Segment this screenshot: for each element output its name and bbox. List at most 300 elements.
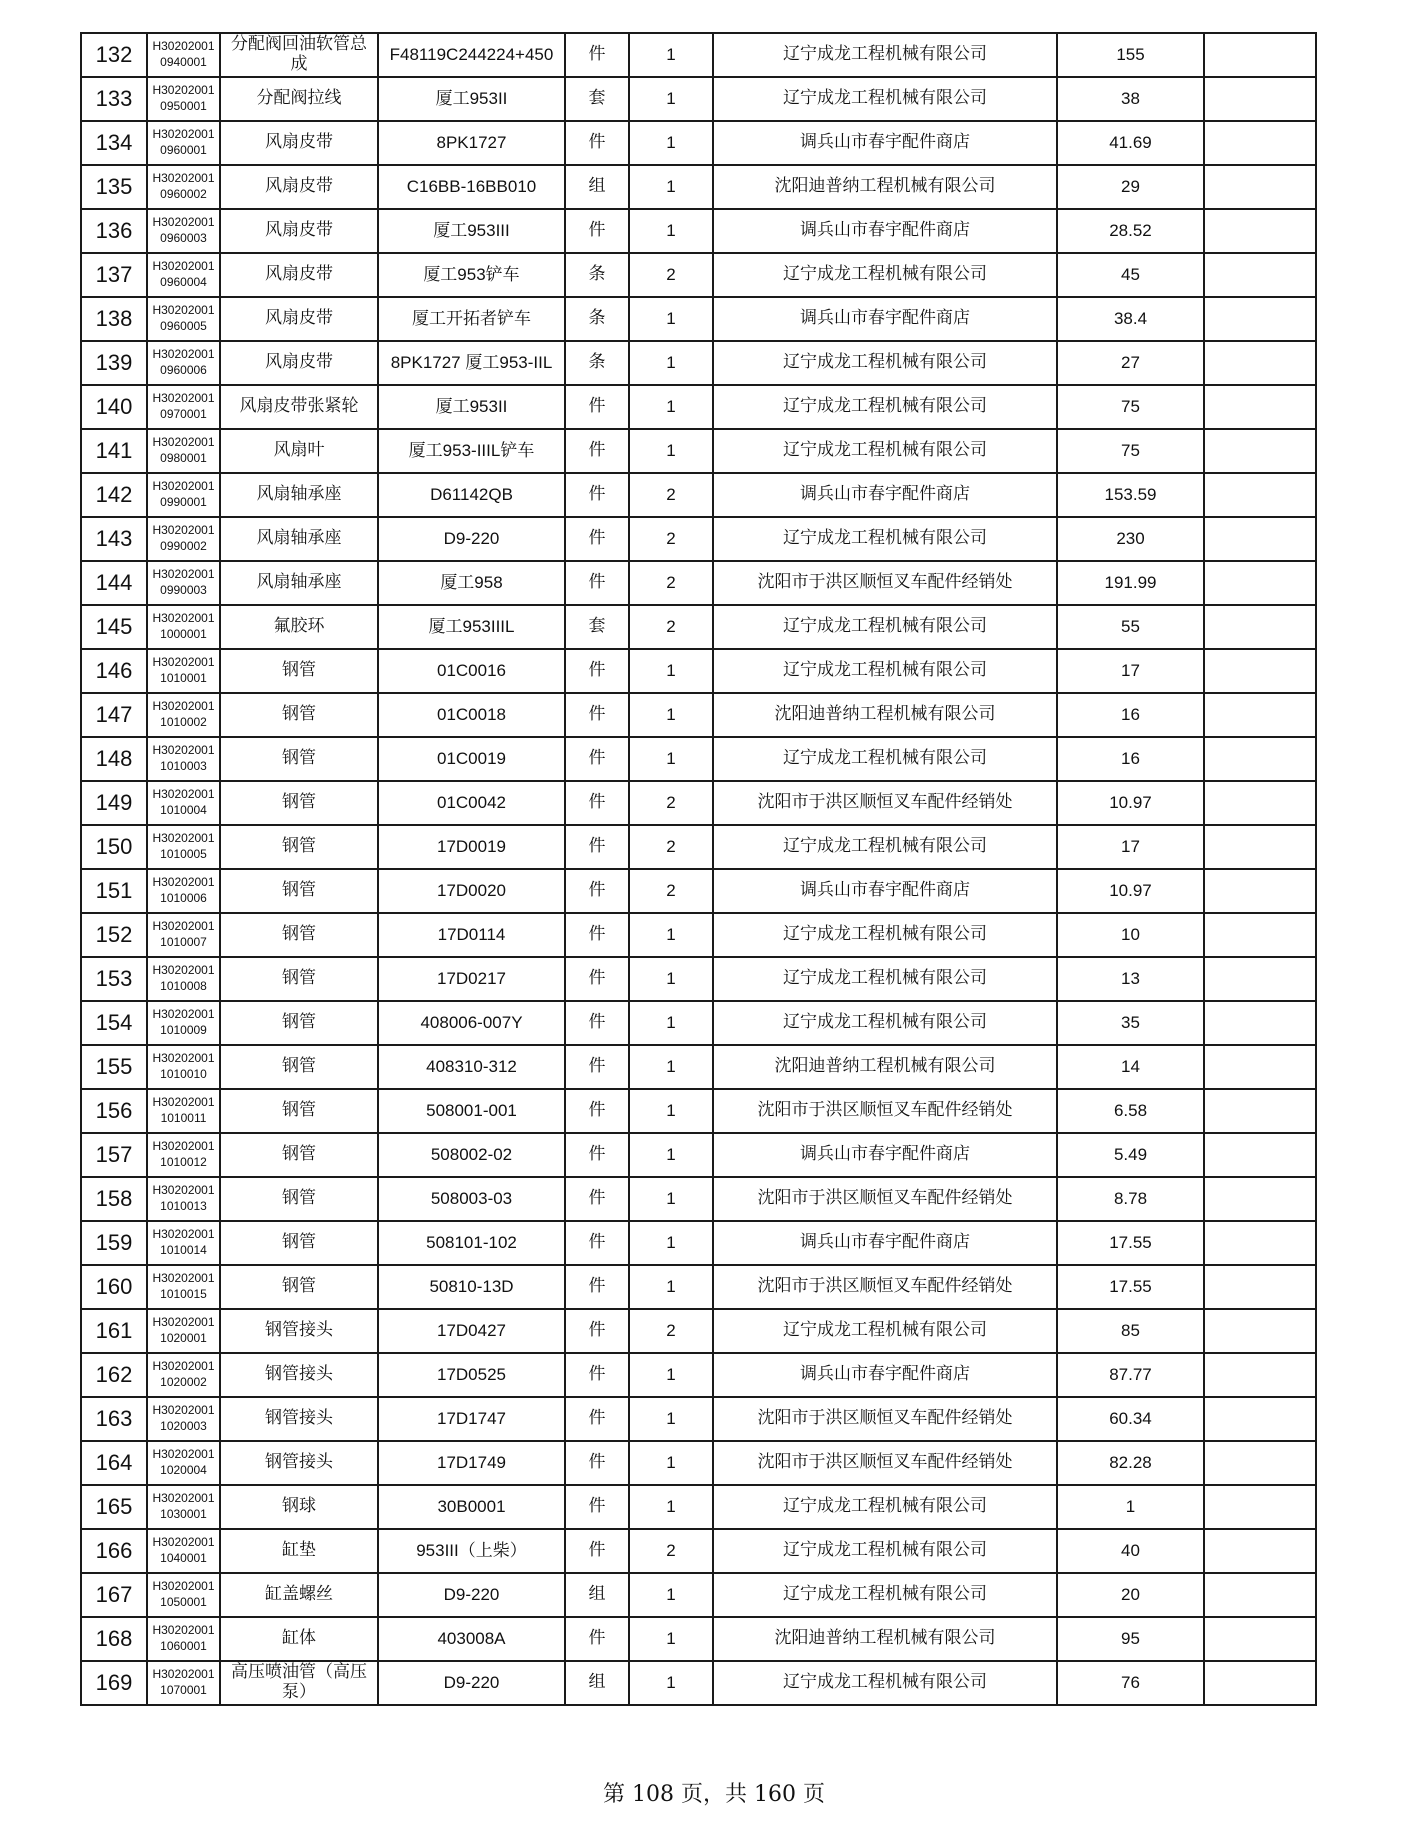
supplier-cell: 调兵山市春宇配件商店 [713, 473, 1057, 517]
table-row [81, 1133, 1316, 1177]
part-name-cell: 钢管 [220, 825, 378, 869]
unit-cell: 件 [565, 825, 629, 869]
unit-cell: 套 [565, 77, 629, 121]
model-spec-cell: 17D0020 [378, 869, 565, 913]
part-name-cell: 风扇轴承座 [220, 517, 378, 561]
supplier-cell: 辽宁成龙工程机械有限公司 [713, 517, 1057, 561]
model-spec-cell: 30B0001 [378, 1485, 565, 1529]
remark-cell [1204, 253, 1316, 297]
part-name-cell: 钢管 [220, 693, 378, 737]
row-number-cell: 145 [81, 605, 147, 649]
unit-cell: 件 [565, 473, 629, 517]
supplier-cell: 沈阳市于洪区顺恒叉车配件经销处 [713, 781, 1057, 825]
remark-cell [1204, 869, 1316, 913]
material-code-cell: H302020011030001 [147, 1485, 220, 1529]
remark-cell [1204, 1397, 1316, 1441]
material-code-cell: H302020011010003 [147, 737, 220, 781]
unit-cell: 件 [565, 869, 629, 913]
supplier-cell: 辽宁成龙工程机械有限公司 [713, 429, 1057, 473]
unit-price-cell: 17 [1057, 825, 1204, 869]
remark-cell [1204, 1265, 1316, 1309]
quantity-cell: 2 [629, 517, 713, 561]
model-spec-cell: 508001-001 [378, 1089, 565, 1133]
quantity-cell: 1 [629, 1485, 713, 1529]
model-spec-cell: 01C0016 [378, 649, 565, 693]
table-row [81, 429, 1316, 473]
model-spec-cell: 17D0525 [378, 1353, 565, 1397]
row-number-cell: 149 [81, 781, 147, 825]
row-number-cell: 163 [81, 1397, 147, 1441]
part-name-cell: 风扇皮带 [220, 209, 378, 253]
unit-price-cell: 29 [1057, 165, 1204, 209]
unit-cell: 件 [565, 649, 629, 693]
table-row [81, 517, 1316, 561]
model-spec-cell: 17D1747 [378, 1397, 565, 1441]
supplier-cell: 沈阳迪普纳工程机械有限公司 [713, 1045, 1057, 1089]
material-code-cell: H302020011020003 [147, 1397, 220, 1441]
model-spec-cell: 厦工953-IIIL铲车 [378, 429, 565, 473]
part-name-cell: 缸垫 [220, 1529, 378, 1573]
model-spec-cell: 17D0217 [378, 957, 565, 1001]
remark-cell [1204, 1177, 1316, 1221]
row-number-cell: 158 [81, 1177, 147, 1221]
table-row [81, 1573, 1316, 1617]
quantity-cell: 1 [629, 1661, 713, 1705]
unit-cell: 件 [565, 1221, 629, 1265]
material-code-cell: H302020011010005 [147, 825, 220, 869]
part-name-cell: 钢管接头 [220, 1441, 378, 1485]
table-row [81, 957, 1316, 1001]
remark-cell [1204, 561, 1316, 605]
supplier-cell: 调兵山市春宇配件商店 [713, 121, 1057, 165]
supplier-cell: 沈阳迪普纳工程机械有限公司 [713, 693, 1057, 737]
part-name-cell: 风扇轴承座 [220, 473, 378, 517]
unit-cell: 件 [565, 1045, 629, 1089]
unit-cell: 件 [565, 1529, 629, 1573]
unit-cell: 组 [565, 1661, 629, 1705]
unit-cell: 组 [565, 165, 629, 209]
table-row [81, 473, 1316, 517]
part-name-cell: 钢管 [220, 913, 378, 957]
part-name-cell: 钢管 [220, 1221, 378, 1265]
unit-price-cell: 87.77 [1057, 1353, 1204, 1397]
table-row [81, 1045, 1316, 1089]
unit-price-cell: 28.52 [1057, 209, 1204, 253]
quantity-cell: 1 [629, 121, 713, 165]
unit-price-cell: 13 [1057, 957, 1204, 1001]
supplier-cell: 调兵山市春宇配件商店 [713, 1221, 1057, 1265]
material-code-cell: H302020011040001 [147, 1529, 220, 1573]
supplier-cell: 辽宁成龙工程机械有限公司 [713, 33, 1057, 77]
model-spec-cell: 8PK1727 厦工953-IIL [378, 341, 565, 385]
part-name-cell: 风扇皮带张紧轮 [220, 385, 378, 429]
unit-price-cell: 17.55 [1057, 1221, 1204, 1265]
quantity-cell: 1 [629, 1617, 713, 1661]
part-name-cell: 钢管 [220, 869, 378, 913]
unit-price-cell: 60.34 [1057, 1397, 1204, 1441]
supplier-cell: 辽宁成龙工程机械有限公司 [713, 1661, 1057, 1705]
unit-cell: 件 [565, 1353, 629, 1397]
quantity-cell: 1 [629, 913, 713, 957]
remark-cell [1204, 77, 1316, 121]
part-name-cell: 钢管 [220, 1133, 378, 1177]
remark-cell [1204, 1133, 1316, 1177]
row-number-cell: 133 [81, 77, 147, 121]
quantity-cell: 1 [629, 1353, 713, 1397]
remark-cell [1204, 1309, 1316, 1353]
part-name-cell: 钢管 [220, 1089, 378, 1133]
table-row [81, 1001, 1316, 1045]
remark-cell [1204, 385, 1316, 429]
quantity-cell: 2 [629, 1309, 713, 1353]
table-body [81, 33, 1316, 1705]
table-row [81, 693, 1316, 737]
quantity-cell: 1 [629, 33, 713, 77]
remark-cell [1204, 1221, 1316, 1265]
material-code-cell: H302020010960001 [147, 121, 220, 165]
unit-cell: 件 [565, 1265, 629, 1309]
remark-cell [1204, 1485, 1316, 1529]
unit-cell: 件 [565, 385, 629, 429]
unit-price-cell: 191.99 [1057, 561, 1204, 605]
remark-cell [1204, 1001, 1316, 1045]
material-code-cell: H302020011010008 [147, 957, 220, 1001]
unit-cell: 件 [565, 429, 629, 473]
unit-price-cell: 10 [1057, 913, 1204, 957]
row-number-cell: 159 [81, 1221, 147, 1265]
quantity-cell: 1 [629, 77, 713, 121]
material-code-cell: H302020010990003 [147, 561, 220, 605]
table-row [81, 121, 1316, 165]
unit-cell: 件 [565, 693, 629, 737]
supplier-cell: 调兵山市春宇配件商店 [713, 209, 1057, 253]
unit-cell: 件 [565, 1001, 629, 1045]
model-spec-cell: 01C0018 [378, 693, 565, 737]
unit-cell: 件 [565, 561, 629, 605]
row-number-cell: 155 [81, 1045, 147, 1089]
table-row [81, 253, 1316, 297]
quantity-cell: 1 [629, 209, 713, 253]
unit-cell: 件 [565, 1485, 629, 1529]
unit-price-cell: 10.97 [1057, 781, 1204, 825]
table-row [81, 561, 1316, 605]
unit-price-cell: 16 [1057, 693, 1204, 737]
table-row [81, 913, 1316, 957]
model-spec-cell: 厦工开拓者铲车 [378, 297, 565, 341]
table-row [81, 1485, 1316, 1529]
material-code-cell: H302020010950001 [147, 77, 220, 121]
quantity-cell: 1 [629, 1221, 713, 1265]
table-row [81, 1397, 1316, 1441]
unit-price-cell: 5.49 [1057, 1133, 1204, 1177]
supplier-cell: 辽宁成龙工程机械有限公司 [713, 385, 1057, 429]
quantity-cell: 1 [629, 693, 713, 737]
supplier-cell: 沈阳迪普纳工程机械有限公司 [713, 165, 1057, 209]
supplier-cell: 辽宁成龙工程机械有限公司 [713, 913, 1057, 957]
remark-cell [1204, 1089, 1316, 1133]
table-row [81, 1177, 1316, 1221]
unit-price-cell: 16 [1057, 737, 1204, 781]
supplier-cell: 沈阳市于洪区顺恒叉车配件经销处 [713, 1265, 1057, 1309]
part-name-cell: 钢管 [220, 737, 378, 781]
remark-cell [1204, 693, 1316, 737]
supplier-cell: 沈阳市于洪区顺恒叉车配件经销处 [713, 1089, 1057, 1133]
model-spec-cell: D61142QB [378, 473, 565, 517]
material-code-cell: H302020011000001 [147, 605, 220, 649]
unit-cell: 件 [565, 781, 629, 825]
unit-cell: 条 [565, 253, 629, 297]
material-code-cell: H302020010960004 [147, 253, 220, 297]
supplier-cell: 辽宁成龙工程机械有限公司 [713, 1485, 1057, 1529]
model-spec-cell: 厦工953III [378, 209, 565, 253]
material-code-cell: H302020011010010 [147, 1045, 220, 1089]
quantity-cell: 2 [629, 1529, 713, 1573]
supplier-cell: 沈阳迪普纳工程机械有限公司 [713, 1617, 1057, 1661]
row-number-cell: 141 [81, 429, 147, 473]
material-code-cell: H302020010980001 [147, 429, 220, 473]
row-number-cell: 142 [81, 473, 147, 517]
part-name-cell: 风扇皮带 [220, 121, 378, 165]
material-code-cell: H302020010960005 [147, 297, 220, 341]
table-row [81, 605, 1316, 649]
row-number-cell: 160 [81, 1265, 147, 1309]
material-code-cell: H302020011010011 [147, 1089, 220, 1133]
model-spec-cell: 403008A [378, 1617, 565, 1661]
remark-cell [1204, 121, 1316, 165]
table-row [81, 781, 1316, 825]
remark-cell [1204, 1529, 1316, 1573]
remark-cell [1204, 165, 1316, 209]
row-number-cell: 167 [81, 1573, 147, 1617]
remark-cell [1204, 473, 1316, 517]
unit-cell: 件 [565, 209, 629, 253]
row-number-cell: 168 [81, 1617, 147, 1661]
unit-cell: 件 [565, 1617, 629, 1661]
remark-cell [1204, 825, 1316, 869]
table-row [81, 1441, 1316, 1485]
row-number-cell: 139 [81, 341, 147, 385]
supplier-cell: 沈阳市于洪区顺恒叉车配件经销处 [713, 1397, 1057, 1441]
material-code-cell: H302020010960002 [147, 165, 220, 209]
quantity-cell: 1 [629, 1265, 713, 1309]
quantity-cell: 1 [629, 957, 713, 1001]
remark-cell [1204, 517, 1316, 561]
row-number-cell: 166 [81, 1529, 147, 1573]
part-name-cell: 钢管接头 [220, 1397, 378, 1441]
material-code-cell: H302020011050001 [147, 1573, 220, 1617]
table-row [81, 1529, 1316, 1573]
material-code-cell: H302020011010006 [147, 869, 220, 913]
unit-price-cell: 17.55 [1057, 1265, 1204, 1309]
part-name-cell: 钢管接头 [220, 1309, 378, 1353]
quantity-cell: 1 [629, 1133, 713, 1177]
remark-cell [1204, 737, 1316, 781]
table-row [81, 1089, 1316, 1133]
parts-price-table [80, 32, 1317, 1706]
material-code-cell: H302020011010001 [147, 649, 220, 693]
unit-price-cell: 8.78 [1057, 1177, 1204, 1221]
model-spec-cell: 508101-102 [378, 1221, 565, 1265]
part-name-cell: 钢管接头 [220, 1353, 378, 1397]
part-name-cell: 钢管 [220, 957, 378, 1001]
part-name-cell: 分配阀拉线 [220, 77, 378, 121]
model-spec-cell: D9-220 [378, 517, 565, 561]
row-number-cell: 146 [81, 649, 147, 693]
table-row [81, 209, 1316, 253]
material-code-cell: H302020011010013 [147, 1177, 220, 1221]
remark-cell [1204, 1661, 1316, 1705]
model-spec-cell: 408006-007Y [378, 1001, 565, 1045]
part-name-cell: 钢管 [220, 1001, 378, 1045]
material-code-cell: H302020011060001 [147, 1617, 220, 1661]
remark-cell [1204, 341, 1316, 385]
row-number-cell: 136 [81, 209, 147, 253]
unit-cell: 件 [565, 33, 629, 77]
material-code-cell: H302020010960003 [147, 209, 220, 253]
remark-cell [1204, 957, 1316, 1001]
unit-price-cell: 14 [1057, 1045, 1204, 1089]
unit-price-cell: 153.59 [1057, 473, 1204, 517]
quantity-cell: 1 [629, 341, 713, 385]
model-spec-cell: 01C0019 [378, 737, 565, 781]
unit-price-cell: 76 [1057, 1661, 1204, 1705]
part-name-cell: 钢球 [220, 1485, 378, 1529]
material-code-cell: H302020011010009 [147, 1001, 220, 1045]
supplier-cell: 调兵山市春宇配件商店 [713, 1353, 1057, 1397]
model-spec-cell: C16BB-16BB010 [378, 165, 565, 209]
supplier-cell: 调兵山市春宇配件商店 [713, 297, 1057, 341]
remark-cell [1204, 297, 1316, 341]
model-spec-cell: 17D0427 [378, 1309, 565, 1353]
table-row [81, 825, 1316, 869]
table-row [81, 1309, 1316, 1353]
row-number-cell: 157 [81, 1133, 147, 1177]
material-code-cell: H302020011010007 [147, 913, 220, 957]
model-spec-cell: 8PK1727 [378, 121, 565, 165]
quantity-cell: 1 [629, 1045, 713, 1089]
unit-price-cell: 27 [1057, 341, 1204, 385]
quantity-cell: 2 [629, 605, 713, 649]
supplier-cell: 辽宁成龙工程机械有限公司 [713, 605, 1057, 649]
row-number-cell: 164 [81, 1441, 147, 1485]
unit-price-cell: 10.97 [1057, 869, 1204, 913]
supplier-cell: 辽宁成龙工程机械有限公司 [713, 1001, 1057, 1045]
model-spec-cell: 厦工953IIIL [378, 605, 565, 649]
row-number-cell: 156 [81, 1089, 147, 1133]
remark-cell [1204, 1441, 1316, 1485]
unit-price-cell: 17 [1057, 649, 1204, 693]
unit-cell: 件 [565, 1089, 629, 1133]
quantity-cell: 1 [629, 1001, 713, 1045]
quantity-cell: 1 [629, 297, 713, 341]
table-row [81, 737, 1316, 781]
material-code-cell: H302020010970001 [147, 385, 220, 429]
row-number-cell: 144 [81, 561, 147, 605]
part-name-cell: 钢管 [220, 781, 378, 825]
quantity-cell: 1 [629, 1397, 713, 1441]
quantity-cell: 1 [629, 649, 713, 693]
row-number-cell: 162 [81, 1353, 147, 1397]
part-name-cell: 风扇叶 [220, 429, 378, 473]
model-spec-cell: 厦工953II [378, 385, 565, 429]
material-code-cell: H302020011020001 [147, 1309, 220, 1353]
supplier-cell: 辽宁成龙工程机械有限公司 [713, 77, 1057, 121]
material-code-cell: H302020011020004 [147, 1441, 220, 1485]
table-row [81, 165, 1316, 209]
material-code-cell: H302020011010015 [147, 1265, 220, 1309]
unit-price-cell: 45 [1057, 253, 1204, 297]
unit-price-cell: 75 [1057, 429, 1204, 473]
remark-cell [1204, 209, 1316, 253]
parts-price-table-container [80, 32, 1315, 1706]
material-code-cell: H302020011010012 [147, 1133, 220, 1177]
supplier-cell: 辽宁成龙工程机械有限公司 [713, 825, 1057, 869]
part-name-cell: 风扇轴承座 [220, 561, 378, 605]
model-spec-cell: 17D0019 [378, 825, 565, 869]
unit-price-cell: 40 [1057, 1529, 1204, 1573]
supplier-cell: 沈阳市于洪区顺恒叉车配件经销处 [713, 561, 1057, 605]
quantity-cell: 1 [629, 165, 713, 209]
material-code-cell: H302020010960006 [147, 341, 220, 385]
row-number-cell: 165 [81, 1485, 147, 1529]
unit-cell: 件 [565, 1441, 629, 1485]
row-number-cell: 138 [81, 297, 147, 341]
material-code-cell: H302020011010004 [147, 781, 220, 825]
table-row [81, 1353, 1316, 1397]
supplier-cell: 辽宁成龙工程机械有限公司 [713, 957, 1057, 1001]
supplier-cell: 调兵山市春宇配件商店 [713, 1133, 1057, 1177]
table-row [81, 77, 1316, 121]
model-spec-cell: D9-220 [378, 1573, 565, 1617]
unit-cell: 套 [565, 605, 629, 649]
row-number-cell: 152 [81, 913, 147, 957]
supplier-cell: 辽宁成龙工程机械有限公司 [713, 1573, 1057, 1617]
unit-price-cell: 230 [1057, 517, 1204, 561]
unit-price-cell: 38.4 [1057, 297, 1204, 341]
row-number-cell: 151 [81, 869, 147, 913]
model-spec-cell: 厦工953铲车 [378, 253, 565, 297]
unit-price-cell: 6.58 [1057, 1089, 1204, 1133]
quantity-cell: 1 [629, 1441, 713, 1485]
unit-cell: 件 [565, 1397, 629, 1441]
remark-cell [1204, 605, 1316, 649]
unit-cell: 件 [565, 913, 629, 957]
remark-cell [1204, 913, 1316, 957]
material-code-cell: H302020010990001 [147, 473, 220, 517]
remark-cell [1204, 1353, 1316, 1397]
remark-cell [1204, 429, 1316, 473]
unit-price-cell: 82.28 [1057, 1441, 1204, 1485]
quantity-cell: 2 [629, 473, 713, 517]
model-spec-cell: 408310-312 [378, 1045, 565, 1089]
part-name-cell: 高压喷油管（高压泵） [220, 1661, 378, 1705]
model-spec-cell: F48119C244224+450 [378, 33, 565, 77]
supplier-cell: 调兵山市春宇配件商店 [713, 869, 1057, 913]
remark-cell [1204, 649, 1316, 693]
material-code-cell: H302020011010014 [147, 1221, 220, 1265]
quantity-cell: 2 [629, 561, 713, 605]
supplier-cell: 辽宁成龙工程机械有限公司 [713, 1529, 1057, 1573]
unit-cell: 条 [565, 341, 629, 385]
unit-price-cell: 20 [1057, 1573, 1204, 1617]
row-number-cell: 169 [81, 1661, 147, 1705]
unit-cell: 条 [565, 297, 629, 341]
part-name-cell: 缸体 [220, 1617, 378, 1661]
row-number-cell: 137 [81, 253, 147, 297]
part-name-cell: 钢管 [220, 1045, 378, 1089]
table-row [81, 1617, 1316, 1661]
row-number-cell: 147 [81, 693, 147, 737]
